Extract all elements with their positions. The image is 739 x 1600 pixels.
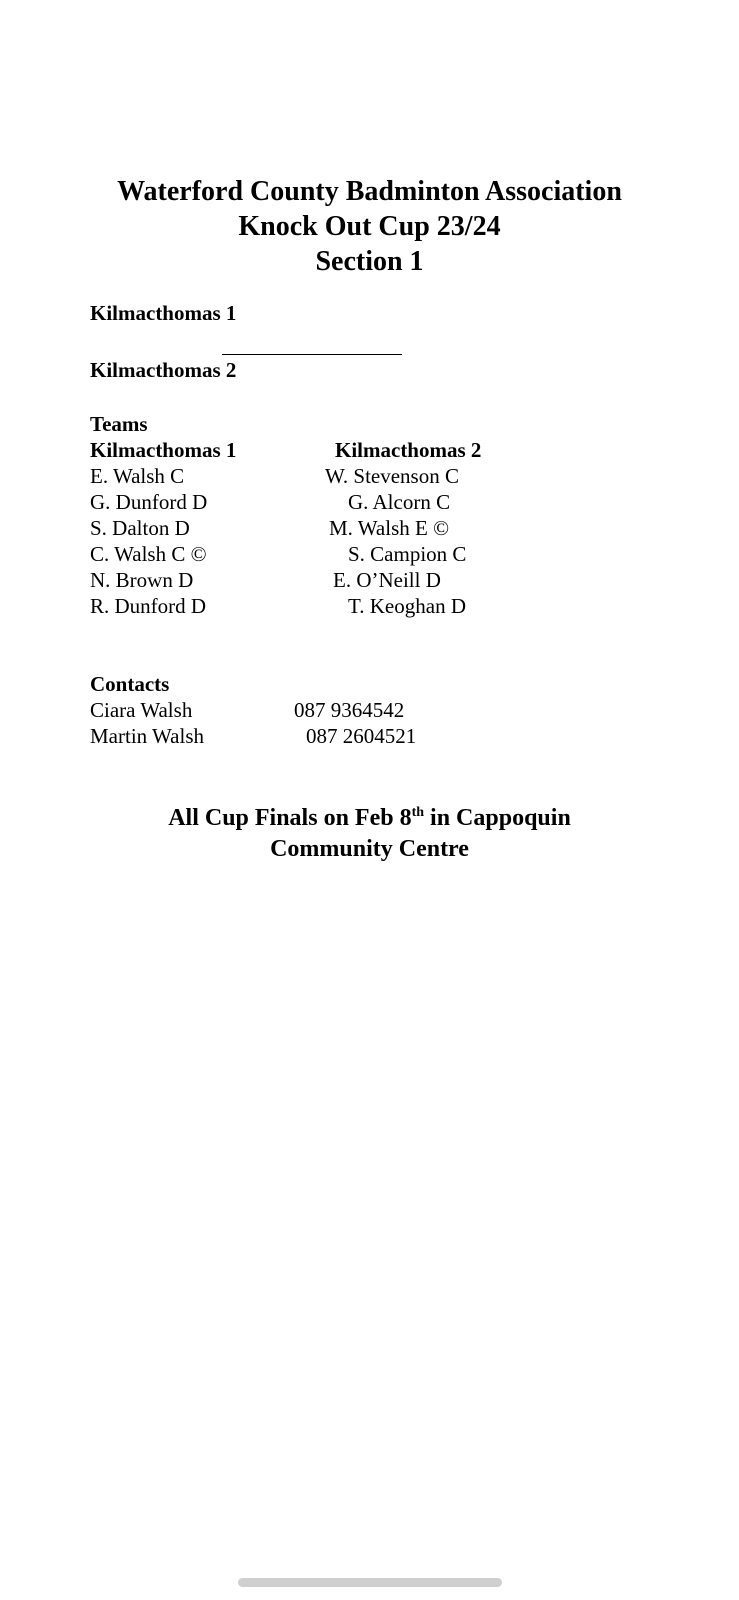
finals-text-venue: in Cappoquin [424, 805, 571, 831]
finals-line-1 [0, 803, 739, 834]
title-section: Section 1 [315, 246, 424, 277]
fixture-away-team: Kilmacthomas 2 [90, 358, 237, 382]
fixture-home-team: Kilmacthomas 1 [90, 301, 237, 325]
team2-name: Kilmacthomas 2 [335, 438, 482, 462]
finals-notice [0, 803, 739, 865]
team1-name: Kilmacthomas 1 [90, 438, 237, 462]
title-cup: Knock Out Cup 23/24 [238, 211, 501, 242]
contact-name: Martin Walsh [90, 724, 204, 748]
team1-player: C. Walsh C © [90, 542, 207, 566]
team2-player: M. Walsh E © [329, 516, 450, 540]
title-association: Waterford County Badminton Association [117, 176, 622, 207]
contact-phone: 087 9364542 [294, 698, 405, 722]
team1-player: G. Dunford D [90, 490, 208, 514]
team2-player: G. Alcorn C [348, 490, 451, 514]
contact-phone: 087 2604521 [306, 724, 417, 748]
team1-player: N. Brown D [90, 568, 194, 592]
contacts-heading: Contacts [90, 672, 170, 696]
team2-player: T. Keoghan D [348, 594, 466, 618]
team2-player: S. Campion C [348, 542, 467, 566]
contact-name: Ciara Walsh [90, 698, 193, 722]
home-indicator[interactable] [238, 1578, 502, 1587]
teams-heading: Teams [90, 412, 148, 436]
team1-player: E. Walsh C [90, 464, 185, 488]
finals-line-2: Community Centre [270, 836, 469, 862]
team2-player: W. Stevenson C [325, 464, 459, 488]
team2-player: E. O’Neill D [333, 568, 441, 592]
finals-text-date: All Cup Finals on Feb 8 [168, 805, 412, 831]
team1-player: R. Dunford D [90, 594, 207, 618]
document-title [0, 174, 739, 279]
fixture-divider [222, 354, 402, 355]
finals-ordinal-suffix: th [411, 805, 425, 820]
team1-player: S. Dalton D [90, 516, 190, 540]
